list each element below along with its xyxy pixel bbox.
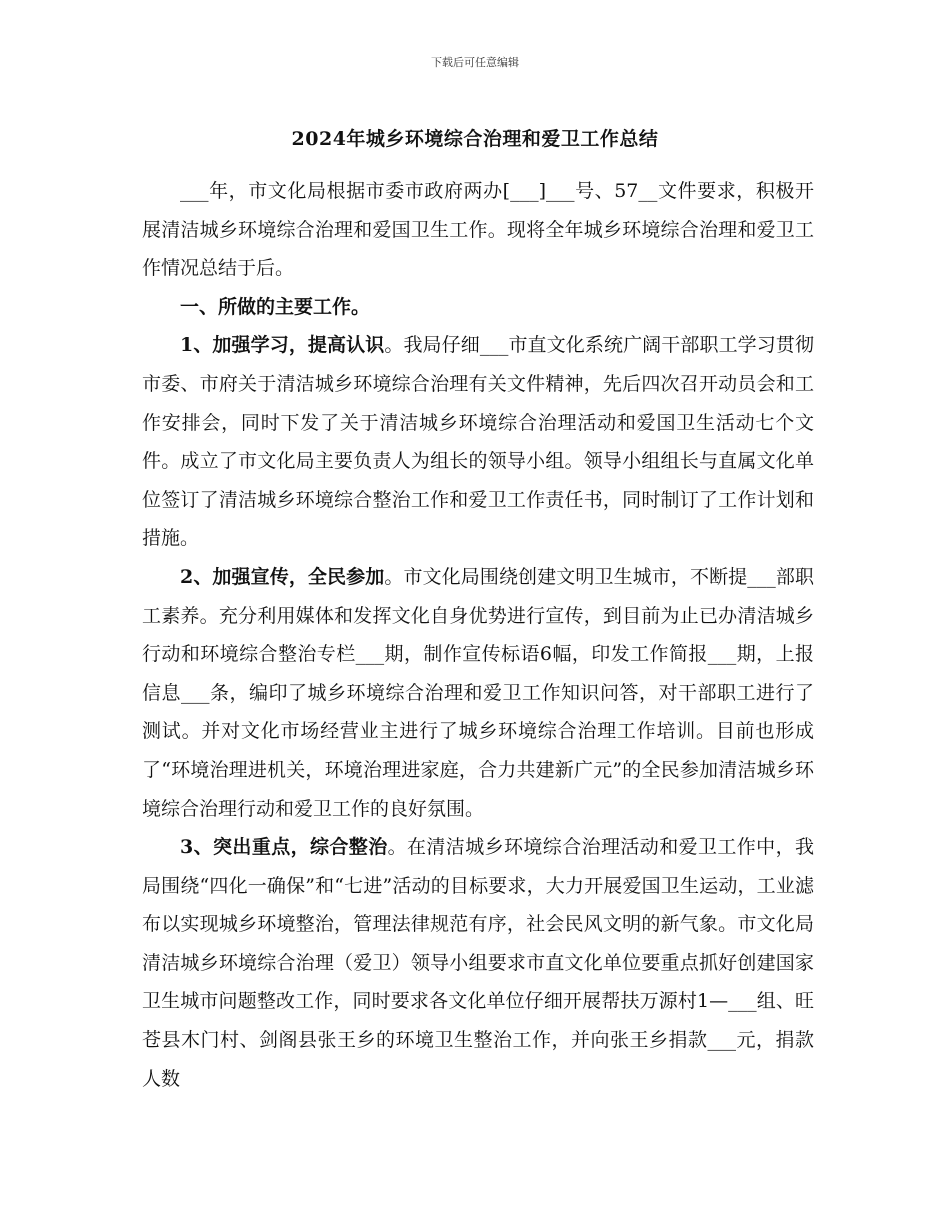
document-body: [142, 172, 814, 1098]
document-title: 2024年城乡环境综合治理和爱卫工作总结: [291, 128, 659, 150]
header-note: 下载后可任意编辑: [431, 56, 519, 69]
section-heading: 一、所做的主要工作。: [180, 295, 371, 318]
item-paragraph: [142, 558, 814, 828]
item-paragraph: [142, 828, 814, 1098]
item-text: 。我局仔细___市直文化系统广阔干部职工学习贯彻市委、市府关于清洁城乡环境综合治理有关文件精神，先后四次召开动员会和工作安排会，同时下发了关于清洁城乡环境综合治理活动和爱国卫生活动七个文件。成立了市文化局主要负责人为组长的领导小组。领导小组组长与直属文化单位签订了清洁城乡环境综合整治工作和爱卫工作责任书，同时制订了工作计划和措施。: [142, 334, 814, 550]
item-lead: 2、加强宣传，全民参加: [180, 565, 385, 588]
item-lead: 3、突出重点，综合整治: [180, 836, 388, 859]
item-text: 。市文化局围绕创建文明卫生城市，不断提___部职工素养。充分利用媒体和发挥文化自身优势进行宣传，到目前为止已办清洁城乡行动和环境综合整治专栏___期，制作宣传标语6幅，印发工作简报___期，上报信息___条，编印了城乡环境综合治理和爱卫工作知识问答，对干部职工进行了测试。并对文化市场经营业主进行了城乡环境综合治理工作培训。目前也形成了“环境治理进机关，环境治理进家庭，合力共建新广元”的全民参加清洁城乡环境综合治理行动和爱卫工作的良好氛围。: [142, 565, 814, 820]
item-text: 。在清洁城乡环境综合治理活动和爱卫工作中，我局围绕“四化一确保”和“七进”活动的目标要求，大力开展爱国卫生运动，工业滤布以实现城乡环境整治，管理法律规范有序，社会民风文明的新气象。市文化局清洁城乡环境综合治理（爱卫）领导小组要求市直文化单位要重点抓好创建国家卫生城市问题整改工作，同时要求各文化单位仔细开展帮扶万源村1—___组、旺苍县木门村、剑阁县张王乡的环境卫生整治工作，并向张王乡捐款___元，捐款人数: [142, 836, 814, 1090]
item-lead: 1、加强学习，提高认识: [180, 334, 385, 357]
item-paragraph: [142, 326, 814, 558]
intro-paragraph: ___年，市文化局根据市委市政府两办[___]___号、57__文件要求，积极开展清洁城乡环境综合治理和爱国卫生工作。现将全年城乡环境综合治理和爱卫工作情况总结于后。: [142, 180, 814, 280]
